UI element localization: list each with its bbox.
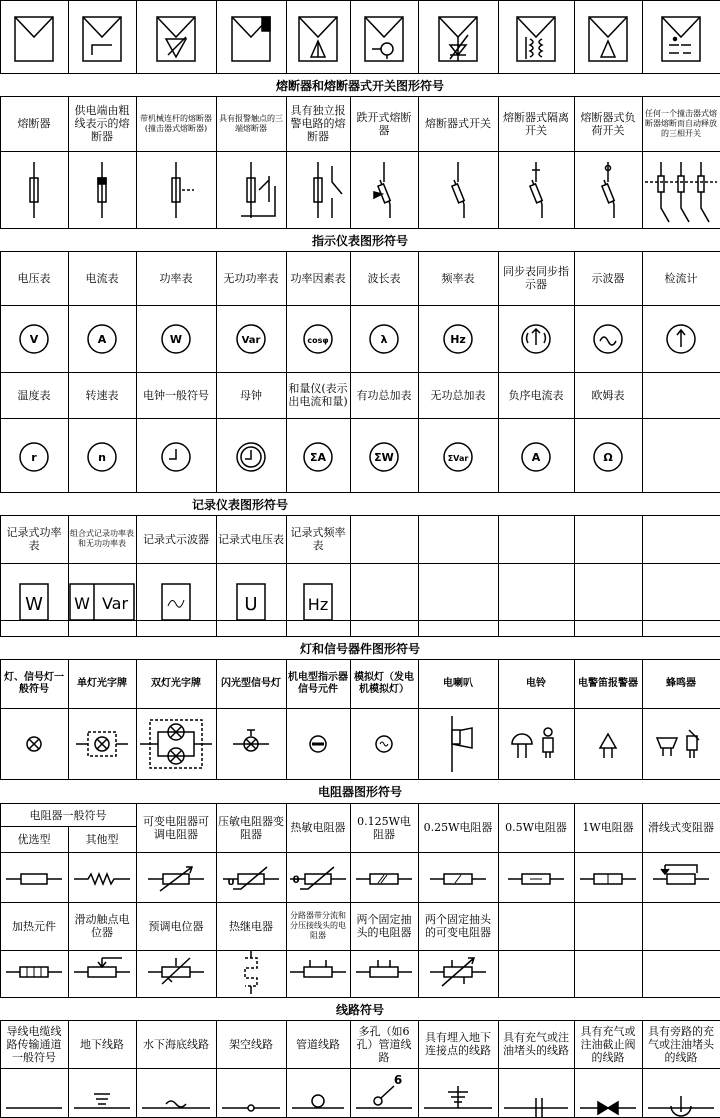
grid-line [216,803,217,997]
grid-line [350,515,351,636]
grid-line [642,515,643,636]
label-cell: 频率表 [441,271,475,285]
svg-text:θ: θ [292,875,300,886]
grid-line [574,659,575,779]
label-cell: 0.25W电阻器 [423,821,493,834]
label-cell: 电钟一般符号 [143,388,209,402]
grid-line [68,251,69,492]
ammeter-icon [88,325,116,353]
fuse-alarm-circuit-icon [314,162,342,218]
label-cell: 加热元件 [12,919,56,933]
grid-line [216,0,217,73]
grid-line [0,779,720,780]
fuse-section-title: 熔断器和熔断器式开关图形符号 [275,78,444,93]
three-phase-fuse-switch-icon [645,162,717,222]
grid-line [642,803,643,997]
grid-line [0,803,720,804]
svg-text:6: 6 [393,1073,403,1087]
galvanometer-icon [667,325,695,353]
grid-line [498,803,499,997]
grid-line [0,0,1,73]
fuse-striker-icon [172,162,194,218]
grid-line [286,0,287,73]
grid-line [350,0,351,73]
lamp-section-title: 灯和信号器件图形符号 [299,641,420,656]
label-cell: 闪光型信号灯 [221,677,281,689]
panel-arrow-icon [83,17,121,61]
fuse-load-switch-icon [602,162,614,218]
electric-clock-icon [162,443,190,471]
resistor-sub-label-other: 其他型 [85,832,119,846]
gas-valve-line-icon [580,1102,636,1114]
thermistor-icon [290,867,346,889]
fuse-disconnector-icon [530,162,542,218]
label-cell: 电流表 [85,271,119,285]
wavemeter-icon [370,325,398,353]
label-cell: 熔断器式负荷开关 [580,110,636,137]
grid-line [642,659,643,779]
label-cell: 波长表 [367,271,401,285]
grid-line [0,73,720,74]
bypass-plug-line-icon [648,1096,714,1116]
grid-line [0,636,720,637]
grid-line [0,492,720,493]
oscilloscope-icon [594,325,622,353]
resistor-sub-label-preferred: 优选型 [17,832,51,846]
panel-switch-icon [662,17,700,61]
resistor-025w-icon [430,874,486,884]
label-cell: 电铃 [526,677,546,689]
grid-line [136,659,137,779]
grid-line [68,659,69,779]
label-cell: 具有埋入地下连接点的线路 [425,1031,491,1057]
recording-wattmeter-icon [20,584,48,620]
submarine-line-icon [142,1101,210,1108]
grid-line [0,151,720,152]
svg-text:Hz: Hz [307,595,329,614]
overhead-line-icon [222,1105,280,1111]
label-cell: 熔断器式隔离开关 [503,110,569,137]
grid-line [286,659,287,779]
svg-text:Hz: Hz [450,333,466,346]
master-clock-icon [237,443,265,471]
label-cell: 负序电流表 [508,388,564,402]
grid-line [498,1020,499,1118]
grid-line [574,1020,575,1118]
recorder-section-title: 记录仪表图形符号 [191,497,288,512]
grid-line [0,96,1,228]
svg-text:V: V [29,333,39,346]
grid-line [350,251,351,492]
label-cell: 具有充气或注油堵头的线路 [503,1031,569,1057]
grid-line [418,803,419,997]
grid-line [216,659,217,779]
resistor-zigzag-icon [74,874,130,884]
label-cell: 无功功率表 [223,271,279,285]
grid-line [0,950,720,951]
label-cell: 无功总加表 [430,388,486,402]
label-cell: 多孔（如6孔）管道线路 [356,1024,412,1064]
grid-line [216,515,217,636]
label-cell: 示波器 [591,271,625,285]
label-cell: 具有旁路的充气或注油堵头的线路 [648,1024,714,1064]
grid-line [68,826,69,997]
grid-line [216,1020,217,1118]
label-cell: 1W电阻器 [582,821,634,834]
panel-thyristor-icon [439,17,477,61]
resistor-05w-icon [508,874,564,884]
meter-section-title: 指示仪表图形符号 [311,233,408,248]
label-cell: 电警笛报警器 [578,677,638,689]
grid-line [68,96,69,228]
grid-line [136,96,137,228]
grid-line [68,515,69,636]
label-cell: 双灯光字牌 [151,677,201,689]
label-cell: 有功总加表 [356,388,412,402]
label-cell: 压敏电阻器变阻器 [218,814,284,841]
fuse-icon [30,162,38,218]
grid-line [136,1020,137,1118]
grid-line [418,96,419,228]
grid-line [642,96,643,228]
thermometer-icon [20,443,48,471]
label-cell: 电压表 [17,271,51,285]
svg-text:cosφ: cosφ [307,336,329,345]
variable-resistor-icon [148,867,204,891]
grid-line [0,515,1,636]
fuse-alarm-contact-icon [241,162,275,218]
svg-text:ΣW: ΣW [374,451,394,464]
grid-line [0,852,720,853]
grid-line [136,515,137,636]
panel-black-marker-icon [232,17,270,61]
svg-text:W: W [169,333,183,346]
preset-potentiometer-icon [148,958,204,984]
grid-line [642,251,643,492]
panel-transformer-icon [517,17,555,61]
grid-line [642,0,643,73]
grid-line [350,1020,351,1118]
svg-text:ΣVar: ΣVar [447,454,469,463]
svg-text:U: U [244,594,258,615]
grid-line [498,0,499,73]
grid-line [68,1020,69,1118]
panel-triangle-variable-icon [157,17,195,61]
heating-element-icon [6,967,62,977]
summation-varmeter-icon [444,443,472,471]
panel-triangle-icon [589,17,627,61]
wattmeter-icon [162,325,190,353]
svg-text:Ω: Ω [603,451,613,464]
grid-line [574,803,575,997]
panel-plain-icon [15,17,53,61]
two-tap-resistor-icon [356,960,412,977]
slide-rheostat-icon [653,865,709,884]
recording-voltmeter-icon [237,584,265,620]
grid-line [642,1020,643,1118]
label-cell: 0.5W电阻器 [505,821,567,834]
grid-line [68,0,69,73]
grid-line [498,659,499,779]
grid-line [0,372,720,373]
buzzer-icon [657,730,699,758]
label-cell: 记录式频率表 [290,526,346,552]
grid-line [286,803,287,997]
svg-text:A: A [531,451,541,464]
grid-line [0,515,720,516]
label-cell: 热继电器 [229,919,273,933]
label-cell: 架空线路 [229,1037,273,1051]
grid-line [574,251,575,492]
label-cell: 管道线路 [296,1037,340,1051]
grid-line [498,96,499,228]
fuse-thick-end-icon [98,162,106,218]
label-cell: 检流计 [664,271,698,285]
label-cell: 蜂鸣器 [666,677,696,689]
grid-line [0,418,720,419]
label-cell: 温度表 [17,388,51,402]
grid-line [574,515,575,636]
grid-line [0,997,720,998]
svg-text:n: n [98,451,106,464]
grid-line [574,96,575,228]
grid-line [0,0,720,1]
label-cell: 水下海底线路 [143,1037,209,1051]
grid-line [0,708,720,709]
electric-bell-icon [512,728,553,758]
label-cell: 功率表 [159,271,193,285]
svg-text:r: r [31,451,37,464]
grid-line [286,96,287,228]
gas-plug-line-icon [504,1098,568,1118]
resistor-1w-icon [580,874,636,884]
label-cell: 两个固定抽头的电阻器 [356,913,412,939]
frequency-meter-icon [444,325,472,353]
power-factor-meter-icon [304,325,332,353]
double-lamp-panel-icon [140,720,212,768]
single-lamp-panel-icon [76,732,128,756]
summation-ammeter-icon [304,443,332,471]
label-cell: 组合式记录功率表和无功功率表 [70,529,134,548]
label-cell: 记录式示波器 [143,532,209,546]
svg-text:Var: Var [241,335,261,346]
resistor-0125w-icon [356,874,412,884]
grid-line [0,305,720,306]
tachometer-icon [88,443,116,471]
label-cell: 模拟灯（发电机模拟灯） [354,671,414,695]
label-cell: 任何一个撞击器式熔断器熔断而自动释放的三相开关 [645,108,717,138]
label-cell: 滑动触点电位器 [74,913,130,939]
grid-line [136,0,137,73]
grid-line [498,251,499,492]
varistor-icon [223,867,279,889]
label-cell: 记录式电压表 [218,532,284,546]
recording-frequency-meter-icon [304,584,332,620]
grid-line [286,515,287,636]
label-cell: 两个固定抽头的可变电阻器 [425,913,491,939]
resistor-preferred-icon [6,874,62,884]
svg-text:A: A [97,333,107,346]
label-cell: 具有充气或注油截止阀的线路 [580,1024,636,1064]
grid-line [0,251,720,252]
grid-line [350,659,351,779]
siren-icon [600,734,616,758]
ohmmeter-icon [594,443,622,471]
label-cell: 带机械连杆的熔断器(撞击器式熔断器) [140,113,212,133]
label-cell: 分路器带分流和分压接线头的电阻器 [290,911,346,940]
label-cell: 热敏电阻器 [290,821,346,834]
voltmeter-icon [20,325,48,353]
label-cell: 跌开式熔断器 [356,110,412,137]
label-cell: 地下线路 [80,1037,124,1051]
grid-line [350,96,351,228]
slide-potentiometer-icon [74,958,130,977]
svg-text:W: W [74,594,90,613]
conduit-line-icon [292,1095,344,1108]
svg-text:ΣA: ΣA [309,451,327,464]
grid-line [0,659,1,779]
grid-line [0,659,720,660]
svg-text:U: U [227,878,235,888]
grid-line [418,0,419,73]
label-cell: 转速表 [85,388,119,402]
grid-line [418,659,419,779]
grid-line [216,251,217,492]
grid-line [574,0,575,73]
grid-line [0,1020,720,1021]
label-cell: 电喇叭 [443,677,473,689]
grid-line [350,803,351,997]
grid-line [0,228,720,229]
grid-line [0,902,720,903]
panel-coil-icon [365,17,403,61]
label-cell: 欧姆表 [591,388,625,402]
synchroscope-icon [522,325,550,353]
simulation-lamp-icon [376,736,392,752]
label-cell: 同步表同步指示器 [503,265,569,291]
summation-wattmeter-icon [370,443,398,471]
line-section-title: 线路符号 [335,1002,384,1017]
svg-text:Var: Var [101,594,129,613]
fuse-switch-icon [452,162,464,218]
label-cell: 预调电位器 [148,919,204,933]
label-cell: 熔断器 [17,117,51,130]
shunt-resistor-icon [290,960,346,977]
grid-line [0,1020,1,1118]
label-cell: 功率因素表 [290,271,346,285]
label-cell: 灯、信号灯一般符号 [4,671,64,695]
grid-line [0,1068,720,1069]
varmeter-icon [237,325,265,353]
grid-line [136,803,137,997]
label-cell: 具有报警触点的三端熔断器 [219,113,283,133]
flashing-lamp-icon [233,730,269,751]
grid-line [0,803,1,997]
grid-line [286,251,287,492]
label-cell: 母钟 [240,388,262,402]
buried-junction-line-icon [424,1086,492,1108]
underground-line-icon [74,1094,130,1108]
svg-text:W: W [25,594,43,615]
thermal-relay-icon [245,950,257,994]
label-cell: 单灯光字牌 [77,677,127,689]
label-cell: 机电型指示器信号元件 [288,671,348,695]
grid-line [136,251,137,492]
grid-line [498,515,499,636]
label-cell: 导线电缆线路传输通道一般符号 [6,1024,62,1064]
grid-line [418,1020,419,1118]
label-cell: 和量仪(表示出电流和量) [288,382,348,408]
resistor-section-title: 电阻器图形符号 [317,784,402,799]
grid-line [286,1020,287,1118]
label-cell: 记录式功率表 [6,526,62,552]
panel-triangle-lightning-icon [299,17,337,61]
label-cell: 具有独立报警电路的熔断器 [290,104,346,143]
label-cell: 可变电阻器可调电阻器 [143,814,209,841]
grid-line [418,251,419,492]
label-cell: 供电端由粗线表示的熔断器 [74,104,130,143]
recording-oscilloscope-icon [162,584,190,620]
electric-horn-icon [452,716,472,772]
grid-line [0,96,720,97]
electromechanical-indicator-icon [310,736,326,752]
combined-recording-wattmeter-icon [70,584,134,620]
signal-lamp-icon [27,737,41,751]
grid-line [0,620,720,621]
grid-line [0,251,1,492]
grid-line [418,515,419,636]
resistor-group-label: 电阻器一般符号 [29,808,107,822]
negative-sequence-ammeter-icon [522,443,550,471]
grid-line [0,563,720,564]
label-cell: 0.125W电阻器 [357,814,411,841]
label-cell: 熔断器式开关 [425,117,491,130]
label-cell: 滑线式变阻器 [648,821,714,834]
svg-text:λ: λ [380,333,388,346]
drop-out-fuse-icon [374,162,390,218]
multi-duct-line-icon [356,1073,412,1108]
grid-line [216,96,217,228]
two-tap-variable-resistor-icon [430,958,486,986]
